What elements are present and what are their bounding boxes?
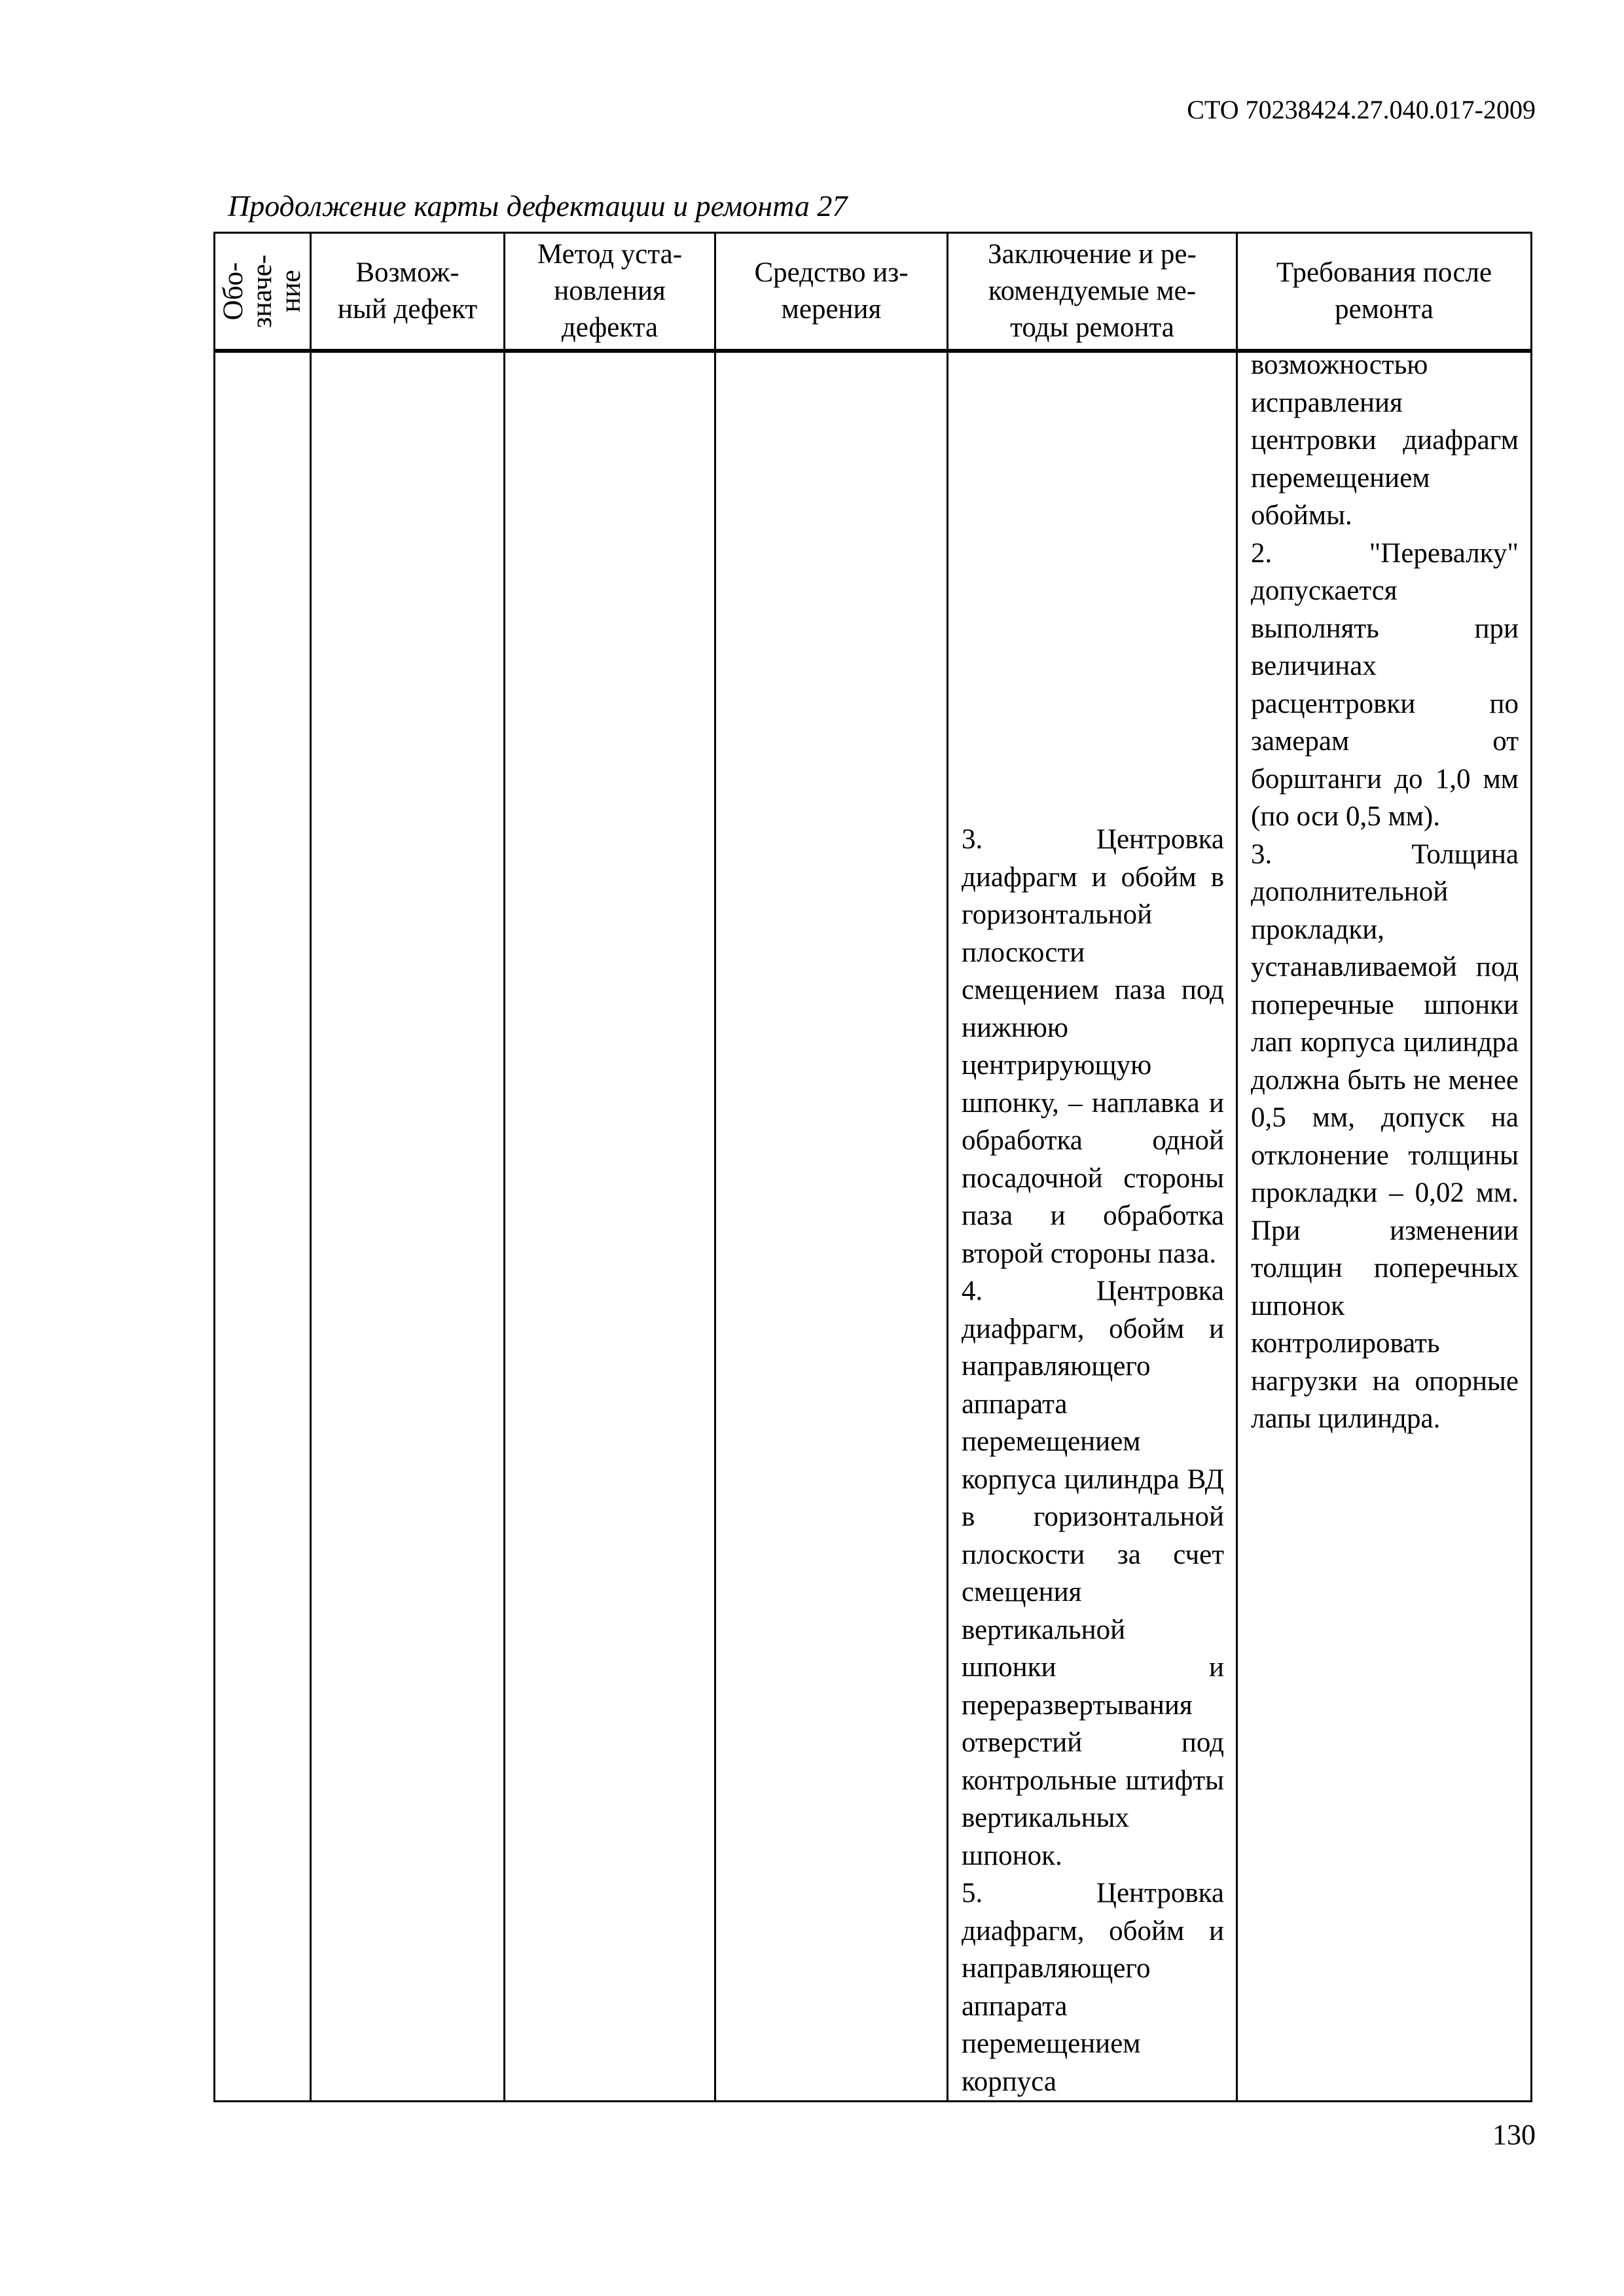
- requirements-item-continued: возможностью исправления центровки диафрагм перемещением обоймы.: [1251, 350, 1519, 531]
- table-row: [215, 351, 1532, 2102]
- conclusion-item-5: 5. Центровка диафрагм, обойм и направляющего аппарата перемещением корпуса: [962, 1878, 1224, 2097]
- cell-tool: [715, 351, 948, 2102]
- conclusion-item-4: 4. Центровка диафрагм, обойм и направляющего аппарата перемещением корпуса цилиндра ВД в горизонтальной плоскости за счет смещения вертикальной шпонки и переразвертывания отверстий под контрольные штифты вертикальных шпонок.: [962, 1276, 1224, 1871]
- header-defect: [311, 233, 505, 351]
- cell-conclusion: [948, 351, 1237, 2102]
- cell-defect: [311, 351, 505, 2102]
- header-requirements-label: Требования после ремонта: [1276, 257, 1492, 325]
- requirements-item-2: 2. "Перевалку" допускается выполнять при величинах расцентровки по замерам от борштанги до 1,0 мм (по оси 0,5 мм).: [1251, 537, 1519, 832]
- conclusion-item-3: 3. Центровка диафрагм и обойм в горизонтальной плоскости смещением паза под нижнюю центрирующую шпонку, – наплавка и обработка одной посадочной стороны паза и обработка второй стороны паза.: [962, 824, 1224, 1269]
- defect-repair-table: [213, 232, 1532, 2102]
- header-tool-label: Средство из- мерения: [754, 257, 909, 325]
- table-header-row: [215, 233, 1532, 351]
- page-number: 130: [1492, 2119, 1536, 2151]
- cell-method: [505, 351, 715, 2102]
- header-tool: [715, 233, 948, 351]
- header-requirements: [1237, 233, 1532, 351]
- header-designation: [215, 233, 311, 351]
- header-designation-label: Обо- значе- ние: [218, 254, 306, 329]
- header-defect-label: Возмож- ный дефект: [337, 257, 478, 325]
- header-method: [505, 233, 715, 351]
- header-conclusion: [948, 233, 1237, 351]
- cell-requirements: [1237, 351, 1532, 2102]
- document-code: СТО 70238424.27.040.017-2009: [1187, 95, 1536, 124]
- requirements-item-3: 3. Толщина дополнительной прокладки, устанавливаемой под поперечные шпонки лап корпуса цилиндра должна быть не менее 0,5 мм, допуск на отклонение толщины прокладки – 0,02 мм. При изменении толщин поперечных шпонок контролировать нагрузки на опорные лапы цилиндра.: [1251, 838, 1519, 1434]
- cell-designation: [215, 351, 311, 2102]
- table-caption: Продолжение карты дефектации и ремонта 27: [228, 189, 848, 223]
- header-conclusion-label: Заключение и ре- комендуемые ме- тоды ремонта: [988, 239, 1197, 343]
- header-method-label: Метод уста- новления дефекта: [537, 239, 683, 343]
